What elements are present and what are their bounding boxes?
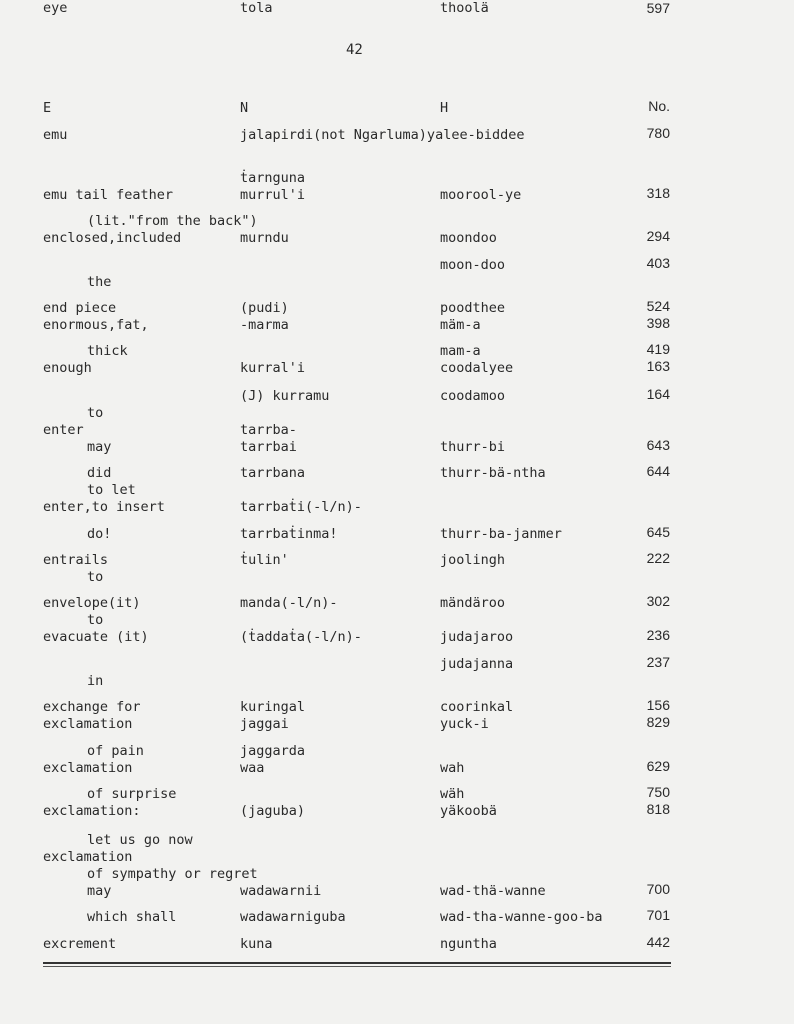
header-number: No. [648,98,670,114]
entry-number: 645 [646,524,670,540]
english-subterm: of sympathy or regret [87,866,258,882]
ngarluma-term: tarrba- [240,422,297,438]
entry-number: 163 [646,358,670,374]
ngarluma-term: ṫarnguna [240,170,306,186]
ngarluma-term: tarrbaṫi(-l/n)- [240,499,362,515]
historical-spelling: poodthee [440,300,506,316]
historical-spelling: moon-doo [440,257,506,273]
historical-spelling: thurr-bä-ntha [440,465,546,481]
entry-number: 597 [646,0,670,16]
ngarluma-term: kurral'i [240,360,306,376]
historical-spelling: coorinkal [440,699,514,715]
english-term: envelope(it) [43,595,141,611]
header-historical: H [440,100,449,116]
entry-number: 403 [646,255,670,271]
historical-spelling: joolingh [440,552,506,568]
english-subterm: may [87,883,112,899]
ngarluma-term: (jaguba) [240,803,306,819]
english-subterm: which shall [87,909,177,925]
ngarluma-term: ṫulin' [240,552,289,568]
entry-number: 629 [646,758,670,774]
ngarluma-term: waa [240,760,265,776]
english-term: evacuate (it) [43,629,149,645]
english-subterm: the [87,274,112,290]
english-term: emu [43,127,68,143]
ngarluma-term: murndu [240,230,289,246]
bottom-rule-thin [43,966,671,967]
entry-number: 818 [646,801,670,817]
page-number: 42 [346,42,363,58]
english-term: exclamation [43,716,133,732]
english-subterm: do! [87,526,112,542]
entry-number: 237 [646,654,670,670]
ngarluma-term: tola [240,0,273,16]
english-term: eye [43,0,68,16]
ngarluma-term: (ṫaddaṫa(-l/n)- [240,629,362,645]
english-subterm: of surprise [87,786,177,802]
entry-number: 156 [646,697,670,713]
english-subterm: of pain [87,743,144,759]
ngarluma-term: murrul'i [240,187,306,203]
entry-number: 318 [646,185,670,201]
english-subterm: (lit."from the back") [87,213,258,229]
historical-spelling: thurr-ba-janmer [440,526,562,542]
entry-number: 701 [646,907,670,923]
entry-number: 643 [646,437,670,453]
historical-spelling: coodamoo [440,388,506,404]
ngarluma-term: jaggarda [240,743,306,759]
historical-spelling: wah [440,760,465,776]
english-term: enough [43,360,92,376]
entry-number: 442 [646,934,670,950]
english-term: enormous,fat, [43,317,149,333]
historical-spelling: coodalyee [440,360,514,376]
ngarluma-term: wadawarniguba [240,909,346,925]
ngarluma-term: kuringal [240,699,306,715]
english-term: excrement [43,936,117,952]
english-subterm: to [87,612,104,628]
header-ngarluma: N [240,100,249,116]
english-subterm: to let [87,482,136,498]
historical-spelling: wäh [440,786,465,802]
entry-number: 302 [646,593,670,609]
historical-spelling: thoolä [440,0,489,16]
bottom-rule [43,962,671,964]
historical-spelling: mam-a [440,343,481,359]
english-subterm: may [87,439,112,455]
english-term: exclamation [43,849,133,865]
entry-number: 780 [646,125,670,141]
english-subterm: thick [87,343,128,359]
historical-spelling: mäm-a [440,317,481,333]
ngarluma-term: tarrbana [240,465,306,481]
english-term: enter [43,422,84,438]
historical-spelling: thurr-bi [440,439,506,455]
historical-spelling: wad-tha-wanne-goo-ba [440,909,603,925]
english-subterm: to [87,405,104,421]
historical-spelling: moondoo [440,230,497,246]
entry-number: 644 [646,463,670,479]
header-english: E [43,100,52,116]
english-term: enter,to insert [43,499,165,515]
entry-number: 164 [646,386,670,402]
english-subterm: let us go now [87,832,193,848]
entry-number: 419 [646,341,670,357]
english-subterm: in [87,673,104,689]
english-term: emu tail feather [43,187,174,203]
english-term: entrails [43,552,109,568]
ngarluma-term: kuna [240,936,273,952]
ngarluma-term: tarrbai [240,439,297,455]
historical-spelling: moorool-ye [440,187,522,203]
historical-spelling: yäkoobä [440,803,497,819]
ngarluma-term: tarrbaṫinma! [240,526,338,542]
ngarluma-term: (pudi) [240,300,289,316]
historical-spelling: mändäroo [440,595,506,611]
english-term: enclosed,included [43,230,182,246]
entry-number: 294 [646,228,670,244]
historical-spelling: yuck-i [440,716,489,732]
historical-spelling: nguntha [440,936,497,952]
english-subterm: did [87,465,112,481]
historical-spelling: judajaroo [440,629,514,645]
english-term: end piece [43,300,117,316]
ngarluma-term: jalapirdi(not Ngarluma)yalee-biddee [240,127,525,143]
ngarluma-term: wadawarnii [240,883,322,899]
entry-number: 829 [646,714,670,730]
english-term: exclamation [43,760,133,776]
ngarluma-term: -marma [240,317,289,333]
historical-spelling: judajanna [440,656,514,672]
entry-number: 398 [646,315,670,331]
historical-spelling: wad-thä-wanne [440,883,546,899]
english-term: exclamation: [43,803,141,819]
entry-number: 700 [646,881,670,897]
english-subterm: to [87,569,104,585]
ngarluma-term: (J) kurramu [240,388,330,404]
entry-number: 236 [646,627,670,643]
entry-number: 222 [646,550,670,566]
ngarluma-term: manda(-l/n)- [240,595,338,611]
ngarluma-term: jaggai [240,716,289,732]
english-term: exchange for [43,699,141,715]
entry-number: 524 [646,298,670,314]
entry-number: 750 [646,784,670,800]
